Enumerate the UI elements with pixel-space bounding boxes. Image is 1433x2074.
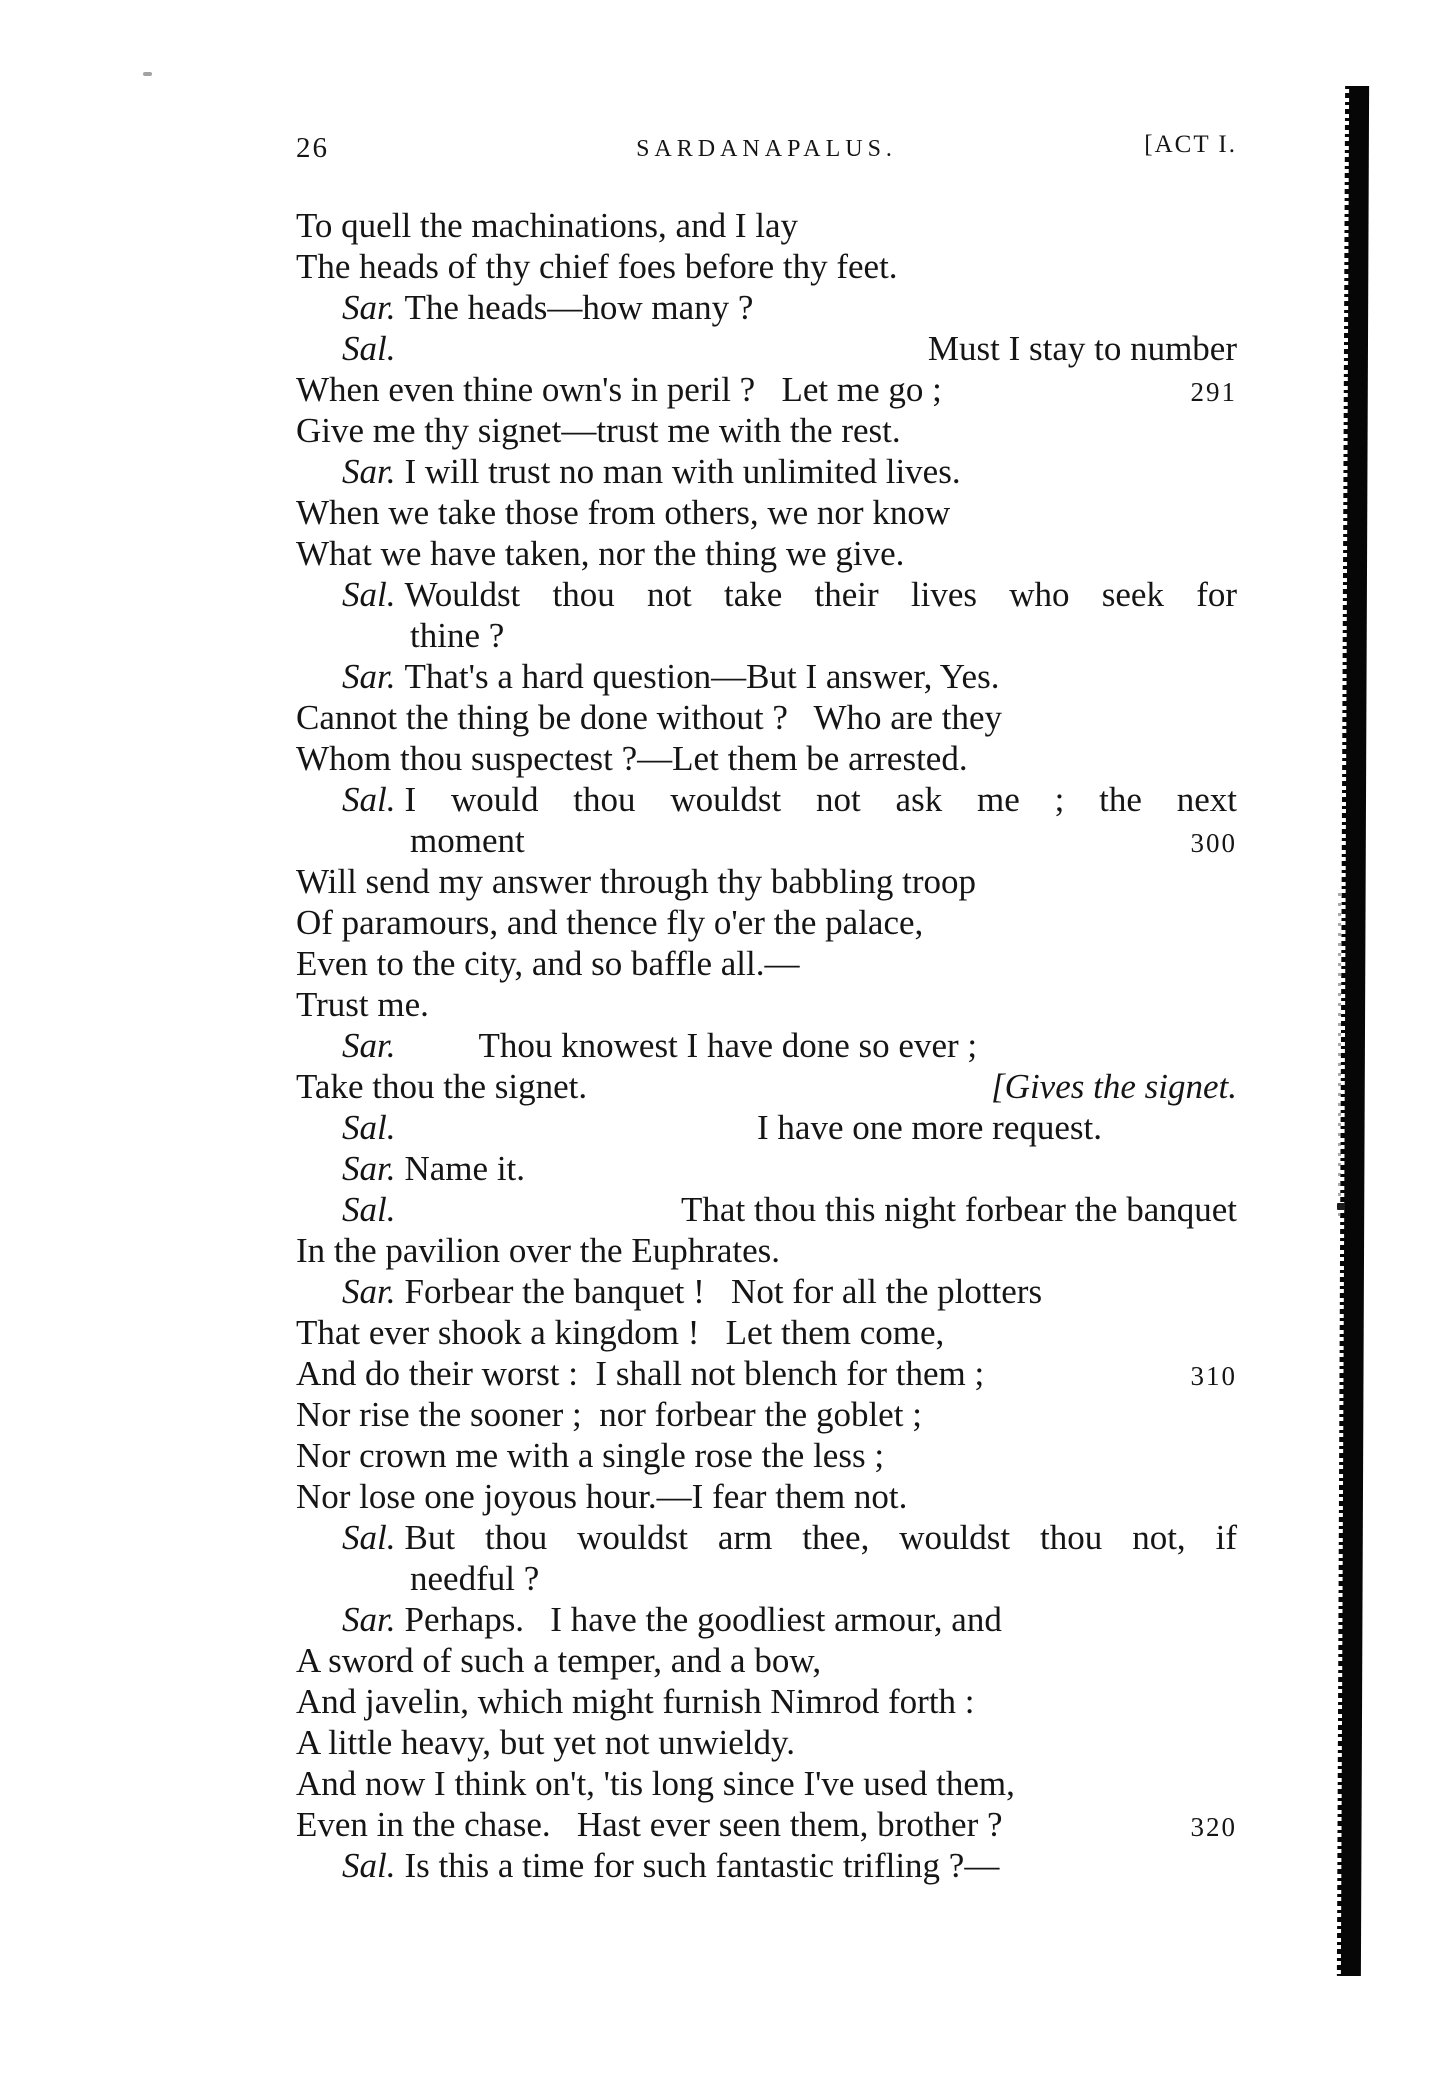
text-line: [296, 246, 1237, 287]
verse-line-number: 291: [1190, 377, 1237, 407]
speaker-name: Sar.: [342, 1600, 396, 1639]
line-text: Whom thou suspectest ?—Let them be arrested.: [296, 739, 968, 778]
line-text: Sar. Forbear the banquet ! Not for all the plotters: [342, 1272, 1043, 1311]
text-line: [296, 1189, 1237, 1230]
line-text: In the pavilion over the Euphrates.: [296, 1231, 781, 1270]
text-line: [296, 451, 1237, 492]
line-text: Sar. That's a hard question—But I answer, Yes.: [342, 657, 1000, 696]
text-line: [296, 1230, 1237, 1271]
text-line: [296, 1681, 1237, 1722]
speaker-name: Sal.: [342, 1190, 396, 1229]
text-line: [296, 1476, 1237, 1517]
speaker-name: Sal.: [342, 780, 396, 819]
speaker-name: Sal.: [342, 1846, 396, 1885]
line-text: Sal. Wouldst thou not take their lives who seek for: [342, 575, 1237, 614]
speaker-name: Sal.: [342, 575, 396, 614]
speaker-name: Sal.: [342, 329, 396, 368]
text-line: [296, 1107, 1237, 1148]
text-line: [296, 615, 1237, 656]
verse-line-number: 320: [1190, 1812, 1237, 1842]
text-line: [296, 1148, 1237, 1189]
line-text: Sar. The heads—how many ?: [342, 288, 754, 327]
verse-line-number: 310: [1190, 1361, 1237, 1391]
line-text: And javelin, which might furnish Nimrod forth :: [296, 1682, 975, 1721]
text-line: [296, 1845, 1237, 1886]
scan-speck: [1337, 1203, 1345, 1210]
running-header: [296, 128, 1237, 172]
line-text-right: I have one more request.: [757, 1108, 1102, 1147]
speaker-name: Sar.: [342, 1272, 396, 1311]
line-text: Will send my answer through thy babbling troop: [296, 862, 977, 901]
line-text: A little heavy, but yet not unwieldy.: [296, 1723, 795, 1762]
line-text: Nor rise the sooner ; nor forbear the goblet ;: [296, 1395, 922, 1434]
line-text: moment: [410, 821, 525, 860]
line-text: [342, 1189, 404, 1230]
text-line: [296, 1599, 1237, 1640]
scan-speck: [143, 72, 152, 76]
text-line: [296, 1722, 1237, 1763]
text-line: [296, 1640, 1237, 1681]
line-text: Trust me.: [296, 985, 429, 1024]
edge-bleed-marks: [1338, 893, 1341, 1223]
line-text: [342, 1107, 404, 1148]
line-text: When we take those from others, we nor know: [296, 493, 951, 532]
line-text: Nor crown me with a single rose the less ;: [296, 1436, 885, 1475]
text-line: [296, 1312, 1237, 1353]
text-line: [296, 574, 1237, 615]
line-text: needful ?: [410, 1559, 540, 1598]
mid-line-gap: [405, 1056, 479, 1057]
line-text: And do their worst : I shall not blench for them ;: [296, 1354, 985, 1393]
text-line: [296, 779, 1237, 820]
text-line: [296, 492, 1237, 533]
line-text: Sal. I would thou wouldst not ask me ; the next: [342, 780, 1237, 819]
running-title: SARDANAPALUS.: [636, 136, 897, 162]
line-text: What we have taken, nor the thing we give.: [296, 534, 905, 573]
speaker-name: Sar.: [342, 452, 396, 491]
line-text: And now I think on't, 'tis long since I've used them,: [296, 1764, 1015, 1803]
speaker-name: Sar.: [342, 1026, 396, 1065]
text-line: [296, 1066, 1237, 1107]
text-line: [296, 861, 1237, 902]
text-line: [296, 410, 1237, 451]
text-line: [296, 1394, 1237, 1435]
text-line: [296, 697, 1237, 738]
line-text: The heads of thy chief foes before thy feet.: [296, 247, 898, 286]
line-text: Sar. Perhaps. I have the goodliest armour, and: [342, 1600, 1002, 1639]
text-line: [296, 656, 1237, 697]
speaker-name: Sal.: [342, 1108, 396, 1147]
line-text: Give me thy signet—trust me with the rest.: [296, 411, 901, 450]
play-text-block: [296, 205, 1237, 1886]
line-text-right: Must I stay to number: [927, 329, 1237, 368]
scan-binding-bar: [1341, 86, 1369, 1976]
line-text: [342, 328, 404, 369]
line-text: thine ?: [410, 616, 505, 655]
text-line: [296, 1435, 1237, 1476]
stage-direction: [Gives the signet.: [991, 1067, 1237, 1106]
text-line: [296, 1558, 1237, 1599]
text-line: [296, 1763, 1237, 1804]
text-line: [296, 1271, 1237, 1312]
line-text: That ever shook a kingdom ! Let them come,: [296, 1313, 945, 1352]
text-line: [296, 984, 1237, 1025]
text-line: [296, 902, 1237, 943]
text-line: [296, 1025, 1237, 1066]
line-text: Sal. But thou wouldst arm thee, wouldst thou not, if: [342, 1518, 1237, 1557]
speaker-name: Sar.: [342, 1149, 396, 1188]
line-text: A sword of such a temper, and a bow,: [296, 1641, 822, 1680]
line-text: Even to the city, and so baffle all.—: [296, 944, 800, 983]
text-line: [296, 205, 1237, 246]
line-text: Nor lose one joyous hour.—I fear them not.: [296, 1477, 908, 1516]
text-line: [296, 738, 1237, 779]
text-line: [296, 369, 1237, 410]
text-line: [296, 943, 1237, 984]
speaker-name: Sar.: [342, 288, 396, 327]
text-line: [296, 1353, 1237, 1394]
act-label: [ACT I.: [1144, 131, 1237, 158]
verse-line-number: 300: [1190, 828, 1237, 858]
text-line: [296, 287, 1237, 328]
line-text: When even thine own's in peril ? Let me go ;: [296, 370, 942, 409]
line-text-right: That thou this night forbear the banquet: [681, 1190, 1237, 1229]
text-line: [296, 328, 1237, 369]
speaker-name: Sal.: [342, 1518, 396, 1557]
line-text: Take thou the signet.: [296, 1067, 588, 1106]
line-text: Sar. Thou knowest I have done so ever ;: [342, 1026, 978, 1065]
line-text: To quell the machinations, and I lay: [296, 206, 798, 245]
text-line: [296, 533, 1237, 574]
line-text: Sal. Is this a time for such fantastic trifling ?—: [342, 1846, 1000, 1885]
text-line: [296, 820, 1237, 861]
speaker-name: Sar.: [342, 657, 396, 696]
line-text: Sar. I will trust no man with unlimited lives.: [342, 452, 961, 491]
page-number: 26: [296, 132, 329, 164]
text-line: [296, 1804, 1237, 1845]
line-text: Even in the chase. Hast ever seen them, brother ?: [296, 1805, 1003, 1844]
line-text: Sar. Name it.: [342, 1149, 526, 1188]
text-line: [296, 1517, 1237, 1558]
line-text: Of paramours, and thence fly o'er the palace,: [296, 903, 924, 942]
line-text: Cannot the thing be done without ? Who are they: [296, 698, 1002, 737]
